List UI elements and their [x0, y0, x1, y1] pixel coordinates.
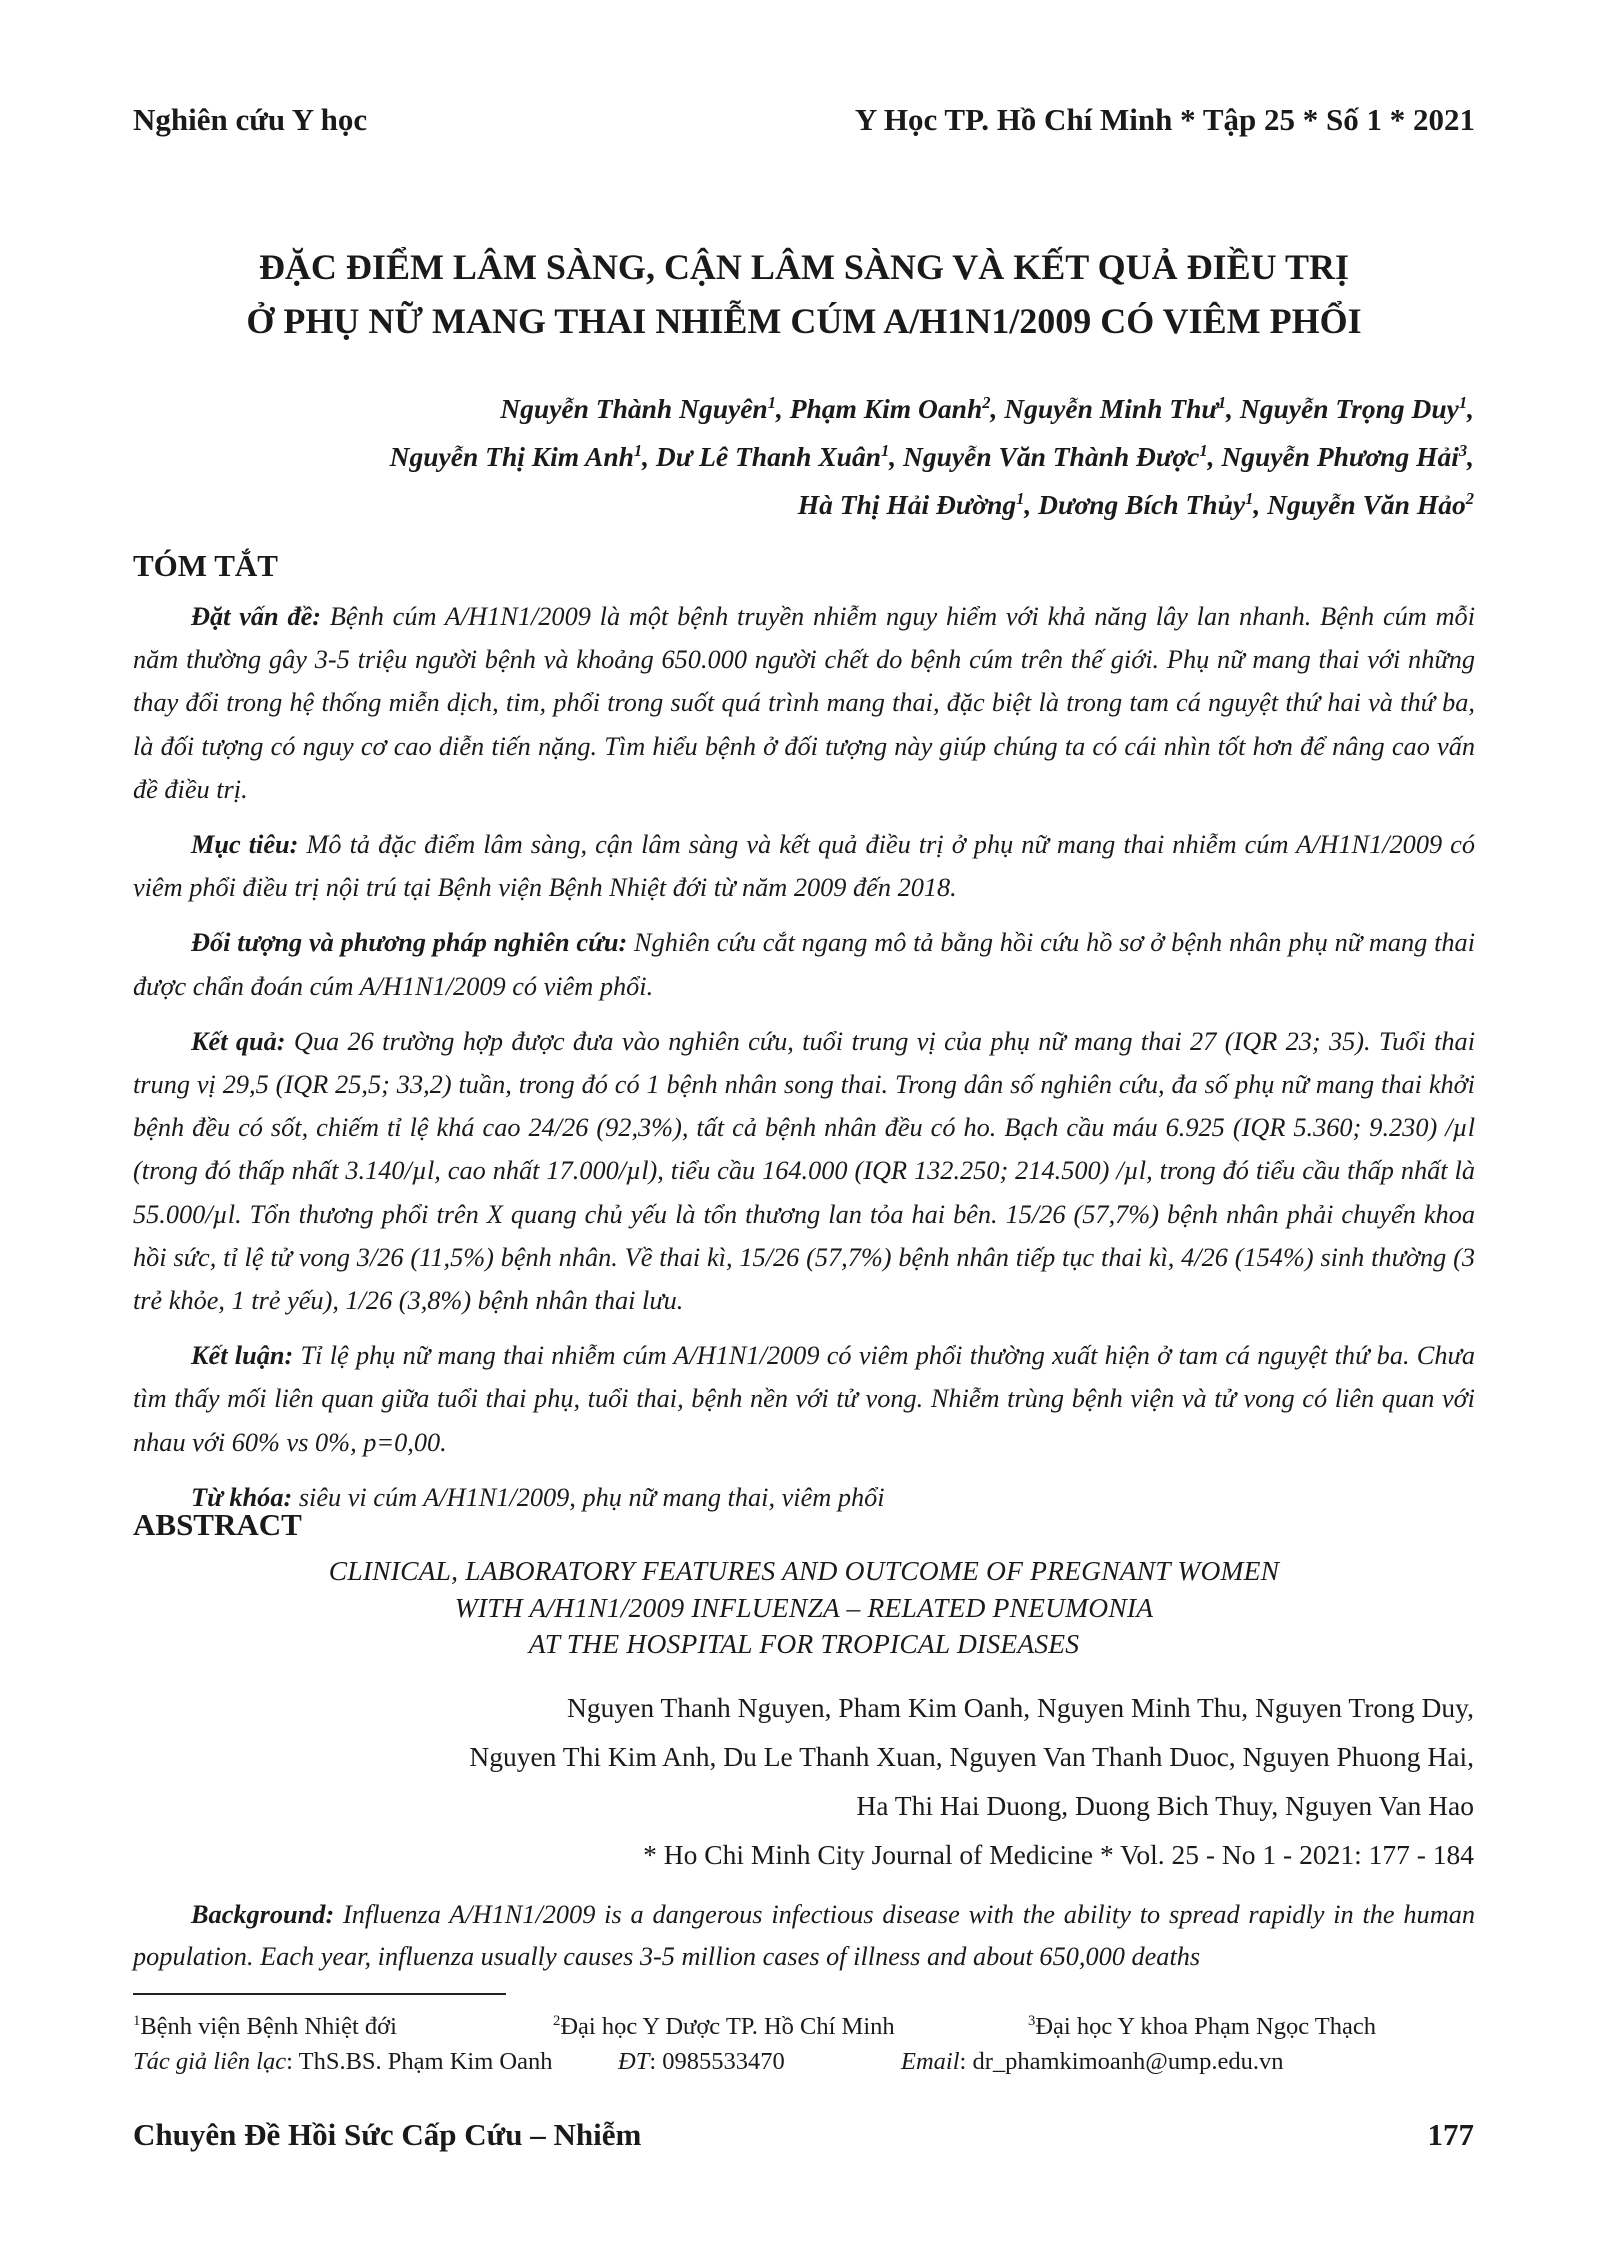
summary-conclusion	[133, 1334, 1475, 1464]
author-line-3	[132, 481, 1474, 529]
author-separator: ,	[1467, 393, 1474, 424]
author-name: Hà Thị Hải Đường	[797, 489, 1017, 520]
en-authors-line-2: Nguyen Thi Kim Anh, Du Le Thanh Xuan, Nguyen Van Thanh Duoc, Nguyen Phuong Hai,	[469, 1741, 1474, 1772]
citation: * Ho Chi Minh City Journal of Medicine * Vol. 25 - No 1 - 2021: 177 - 184	[643, 1839, 1474, 1870]
contact-author: Tác giả liên lạc: ThS.BS. Phạm Kim Oanh	[133, 2048, 553, 2075]
summary-heading: TÓM TẮT	[133, 548, 278, 583]
author-list-vi	[132, 385, 1474, 529]
author-affiliation-marker: 1	[1217, 392, 1227, 412]
author-separator: ,	[990, 393, 1005, 424]
author-affiliation-marker: 1	[1199, 440, 1208, 460]
affiliation-1: $^1$Bệnh viện Bệnh Nhiệt đới	[133, 2012, 397, 2040]
abstract-heading: ABSTRACT	[133, 1507, 302, 1542]
author-line-1	[132, 385, 1474, 433]
author-separator: ,	[775, 393, 790, 424]
contact-phone: ĐT: 0985533470	[618, 2048, 785, 2075]
author-name: Nguyễn Thị Kim Anh	[389, 441, 634, 472]
background-text: Bệnh cúm A/H1N1/2009 là một bệnh truyền nhiễm nguy hiểm với khả năng lây lan nhanh. Bệnh cúm mỗi năm thường gây 3-5 triệu người bệnh và khoảng 650.000 người chết do bệnh cúm trên thế giới. Phụ nữ mang thai với những thay đổi trong hệ thống miễn dịch, tim, phổi trong suốt quá trình mang thai, đặc biệt là trong tam cá nguyệt thứ hai và thứ ba, là đối tượng có nguy cơ cao diễn tiến nặng. Tìm hiểu bệnh ở đối tượng này giúp chúng ta có cái nhìn tốt hơn để nâng cao vấn đề điều trị.	[133, 602, 1476, 804]
author-name: Nguyễn Thành Nguyên	[500, 393, 768, 424]
author-name: Dương Bích Thủy	[1038, 489, 1246, 520]
author-affiliation-marker: 2	[982, 392, 991, 412]
en-background-paragraph	[133, 1894, 1475, 1978]
results-label: Kết quả:	[191, 1026, 286, 1056]
methods-text: Nghiên cứu cắt ngang mô tả bằng hồi cứu hồ sơ ở bệnh nhân phụ nữ mang thai được chẩn đoán cúm A/H1N1/2009 có viêm phổi.	[133, 928, 1476, 1001]
keywords-label: Từ khóa:	[191, 1482, 293, 1512]
author-name: Nguyễn Minh Thư	[1004, 393, 1218, 424]
summary-methods	[133, 921, 1475, 1007]
vietnamese-summary	[133, 595, 1475, 1531]
article-title-en	[133, 1553, 1475, 1663]
en-title-line-2: WITH A/H1N1/2009 INFLUENZA – RELATED PNEUMONIA	[454, 1591, 1154, 1623]
conclusion-label: Kết luận:	[191, 1341, 294, 1371]
en-background-label: Background:	[191, 1900, 335, 1929]
en-authors-line-1: Nguyen Thanh Nguyen, Pham Kim Oanh, Nguyen Minh Thu, Nguyen Trong Duy,	[567, 1692, 1474, 1723]
running-header-section: Nghiên cứu Y học	[133, 102, 368, 137]
results-text: Qua 26 trường hợp được đưa vào nghiên cứu, tuổi trung vị của phụ nữ mang thai 27 (IQR 23; 35). Tuổi thai trung vị 29,5 (IQR 25,5; 33,2) tuần, trong đó có 1 bệnh nhân song thai. Trong dân số nghiên cứu, đa số phụ nữ mang thai khởi bệnh đều có sốt, chiếm tỉ lệ khá cao 24/26 (92,3%), tất cả bệnh nhân đều có ho. Bạch cầu máu 6.925 (IQR 5.360; 9.230) /µl (trong đó thấp nhất 3.140/µl, cao nhất 17.000/µl), tiểu cầu 164.000 (IQR 132.250; 214.500) /µl, trong đó tiểu cầu thấp nhất là 55.000/µl. Tổn thương phổi trên X quang chủ yếu là tổn thương lan tỏa hai bên. 15/26 (57,7%) bệnh nhân phải chuyển khoa hồi sức, tỉ lệ tử vong 3/26 (11,5%) bệnh nhân. Về thai kì, 15/26 (57,7%) bệnh nhân tiếp tục thai kì, 4/26 (154%) sinh thường (3 trẻ khỏe, 1 trẻ yếu), 1/26 (3,8%) bệnh nhân thai lưu.	[133, 1026, 1475, 1316]
title-line-2: Ở PHỤ NỮ MANG THAI NHIỄM CÚM A/H1N1/2009 CÓ VIÊM PHỔI	[246, 301, 1362, 341]
contact-row	[133, 2044, 1475, 2079]
running-header-journal: Y Học TP. Hồ Chí Minh * Tập 25 * Số 1 * 2021	[854, 102, 1475, 137]
author-affiliation-marker: 1	[767, 392, 776, 412]
page-number: 177	[1427, 2117, 1474, 2152]
author-name: Nguyễn Văn Thành Được	[903, 441, 1200, 472]
author-affiliation-marker: 1	[1245, 488, 1254, 508]
footnotes	[133, 2009, 1475, 2079]
article-title-vi	[133, 240, 1475, 348]
author-separator: ,	[1467, 441, 1474, 472]
objective-label: Mục tiêu:	[191, 830, 299, 860]
author-separator: ,	[1207, 441, 1222, 472]
author-affiliation-marker: 2	[1465, 488, 1474, 508]
author-name: Phạm Kim Oanh	[789, 393, 983, 424]
author-separator: ,	[1226, 393, 1240, 424]
author-name: Dư Lê Thanh Xuân	[655, 441, 881, 472]
author-list-en	[132, 1683, 1474, 1879]
summary-keywords	[133, 1476, 1475, 1519]
author-line-2	[132, 433, 1474, 481]
affiliations-row	[133, 2009, 1475, 2044]
keywords-text: siêu vi cúm A/H1N1/2009, phụ nữ mang thai, viêm phổi	[298, 1482, 885, 1512]
background-label: Đặt vấn đề:	[191, 602, 322, 631]
author-name: Nguyễn Văn Hảo	[1267, 489, 1466, 520]
methods-label: Đối tượng và phương pháp nghiên cứu:	[191, 928, 628, 958]
footnote-divider	[133, 1993, 506, 1995]
objective-text: Mô tả đặc điểm lâm sàng, cận lâm sàng và kết quả điều trị ở phụ nữ mang thai nhiễm cúm A/H1N1/2009 có viêm phổi điều trị nội trú tại Bệnh viện Bệnh Nhiệt đới từ năm 2009 đến 2018.	[133, 830, 1475, 903]
summary-background	[133, 595, 1475, 811]
en-title-line-1: CLINICAL, LABORATORY FEATURES AND OUTCOME OF PREGNANT WOMEN	[328, 1555, 1280, 1586]
author-affiliation-marker: 1	[633, 440, 643, 460]
contact-email: Email: dr_phamkimoanh@ump.edu.vn	[901, 2048, 1284, 2075]
affiliation-2: $^2$Đại học Y Dược TP. Hồ Chí Minh	[553, 2012, 895, 2040]
en-authors-line-3: Ha Thi Hai Duong, Duong Bich Thuy, Nguyen Van Hao	[856, 1790, 1474, 1821]
summary-results	[133, 1020, 1475, 1322]
en-background-text: Influenza A/H1N1/2009 is a dangerous infectious disease with the ability to spread rapidly in the human population. Each year, influenza usually causes 3-5 million cases of illness and about 650,000 deaths	[133, 1900, 1475, 1971]
author-affiliation-marker: 1	[881, 440, 890, 460]
conclusion-text: Tỉ lệ phụ nữ mang thai nhiễm cúm A/H1N1/2009 có viêm phổi thường xuất hiện ở tam cá nguyệt thứ ba. Chưa tìm thấy mối liên quan giữa tuổi thai phụ, tuổi thai, bệnh nền với tử vong. Nhiễm trùng bệnh viện và tử vong có liên quan với nhau với 60% vs 0%, p=0,00.	[133, 1341, 1475, 1457]
en-title-line-3: AT THE HOSPITAL FOR TROPICAL DISEASES	[528, 1628, 1080, 1659]
author-name: Nguyễn Trọng Duy	[1239, 393, 1459, 424]
affiliation-3: $^3$Đại học Y khoa Phạm Ngọc Thạch	[1028, 2012, 1376, 2040]
title-line-1: ĐẶC ĐIỂM LÂM SÀNG, CẬN LÂM SÀNG VÀ KẾT QUẢ ĐIỀU TRỊ	[258, 247, 1350, 287]
author-name: Nguyễn Phương Hải	[1221, 441, 1459, 472]
author-separator: ,	[1253, 489, 1268, 520]
author-separator: ,	[1024, 489, 1039, 520]
summary-objective	[133, 823, 1475, 909]
author-separator: ,	[642, 441, 656, 472]
author-affiliation-marker: 1	[1016, 488, 1025, 508]
author-affiliation-marker: 3	[1458, 440, 1468, 460]
english-background	[133, 1894, 1475, 1978]
running-footer-topic: Chuyên Đề Hồi Sức Cấp Cứu – Nhiễm	[133, 2117, 642, 2152]
author-separator: ,	[889, 441, 903, 472]
author-affiliation-marker: 1	[1458, 392, 1468, 412]
